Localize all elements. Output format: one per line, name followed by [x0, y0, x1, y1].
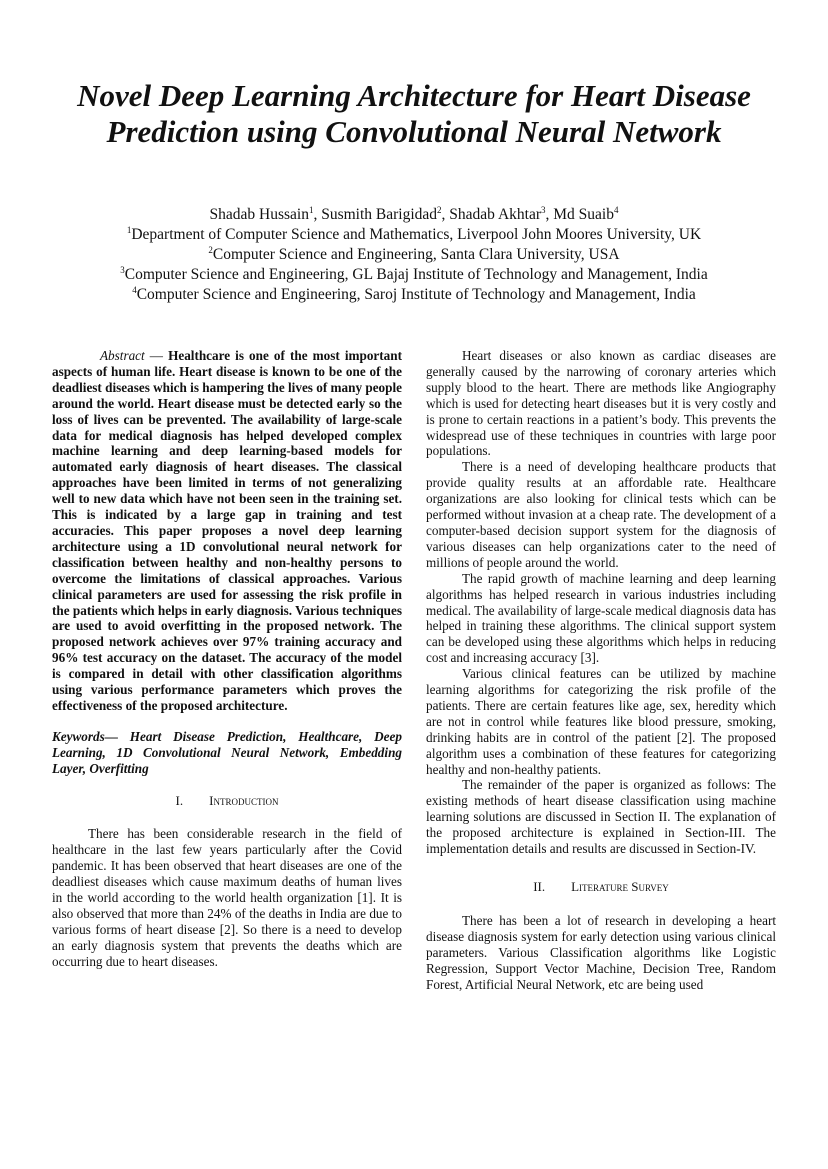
body-paragraph: There has been a lot of research in developing a heart disease diagnosis system for early detection using various clinical parameters. Various Classification algorithms like Logistic Regression, Support Vector Machine, Decision Tree, Random Forest, Artificial Neural Network, etc are being used: [426, 912, 776, 992]
author-sup: 3: [541, 204, 546, 215]
body-paragraph: Heart diseases or also known as cardiac diseases are generally caused by the narrowing of coronary arteries which supply blood to the heart. There are methods like Angiography which is used for detecting heart diseases but it is very costly and is prone to certain reactions in a patient’s body. This prevents the widespread use of these techniques in countries with large poor populations.: [426, 348, 776, 459]
body-paragraph: The rapid growth of machine learning and deep learning algorithms has helped research in various industries including medical. The availability of large-scale medical diagnosis data has helped in training these algorithms. The clinical support system can be developed using these algorithms which helps in reducing cost and increasing accuracy [3].: [426, 570, 776, 666]
body-paragraph: The remainder of the paper is organized as follows: The existing methods of heart disease classification using machine learning solutions are discussed in Section II. The explanation of the proposed architecture is explained in Section-III. The implementation details and results are discussed in Section-IV.: [426, 777, 776, 857]
affiliation-text: Computer Science and Engineering, Santa Clara University, USA: [212, 246, 620, 263]
section-number: II.: [533, 879, 546, 894]
affiliation: [40, 265, 788, 285]
keywords: Keywords— Heart Disease Prediction, Healthcare, Deep Learning, 1D Convolutional Neural Network, Embedding Layer, Overfitting: [52, 728, 402, 776]
author-sup: 2: [437, 204, 442, 215]
affiliation-text: Computer Science and Engineering, GL Bajaj Institute of Technology and Management, India: [124, 266, 708, 283]
section-title: Literature Survey: [571, 879, 669, 894]
affiliation-sup: 1: [126, 224, 132, 235]
author-name: Shadab Hussain: [209, 206, 309, 223]
section-title: Introduction: [209, 792, 279, 808]
affiliation-sup: 3: [120, 264, 125, 275]
affiliation-sup: 2: [208, 244, 213, 255]
abstract: [52, 348, 402, 714]
affiliation-sup: 4: [132, 284, 137, 295]
affiliation: [40, 245, 788, 265]
paper-title: Novel Deep Learning Architecture for Heart Disease Prediction using Convolutional Neural Network: [77, 78, 751, 149]
affiliation: [40, 285, 788, 305]
body-paragraph: There has been considerable research in the field of healthcare in the last few years particularly after the Covid pandemic. It has been observed that heart diseases are one of the deadliest diseases which cause maximum deaths of human lives in the world according to the world health organization [1]. It is also observed that more than 24% of the deaths in India are due to various forms of heart disease [2]. So there is a need to develop an early diagnosis system that prevents the deaths which are occurring due to heart diseases.: [52, 826, 402, 969]
body-paragraph: Various clinical features can be utilized by machine learning algorithms for categorizing the risk profile of the patients. There are certain features like age, sex, heredity which are not in control while features like blood pressure, smoking, drinking habits are in control of the patient [2]. The proposed algorithm uses a combination of these features for categorizing healthy and non-healthy patients.: [426, 666, 776, 777]
affiliation-text: Computer Science and Engineering, Saroj Institute of Technology and Management, India: [136, 286, 696, 303]
abstract-dash: —: [144, 348, 169, 363]
body-paragraph: There is a need of developing healthcare products that provide quality results at an affordable rate. Healthcare organizations are also looking for clinical tests which can be performed without invasion at a cheap rate. The development of a computer-based decision support system for the diagnosis of various diseases can help organizations cater to the need of millions of people around the world.: [426, 459, 776, 570]
section-heading-introduction: [52, 793, 402, 810]
affiliation: [40, 225, 788, 245]
author-list: Shadab Hussain$^1$, Susmith Barigidad$^2$, Shadab Akhtar$^3$, Md Suaib$^4$: [209, 204, 619, 223]
author-name: Shadab Akhtar: [449, 206, 541, 223]
author-name: Md Suaib: [553, 206, 614, 223]
left-column: [52, 348, 402, 970]
affiliation-text: Department of Computer Science and Mathematics, Liverpool John Moores University, UK: [131, 226, 702, 243]
right-column: [426, 348, 776, 992]
author-name: Susmith Barigidad: [321, 206, 438, 223]
section-number: I.: [175, 792, 184, 808]
author-sup: 1: [308, 204, 314, 215]
author-sup: 4: [613, 204, 619, 215]
section-heading-literature-survey: [426, 879, 776, 896]
abstract-text: Healthcare is one of the most important aspects of human life. Heart disease is known to be one of the deadliest diseases which is hampering the lives of many people around the world. Heart disease must be detected early so the loss of lives can be prevented. The availability of large-scale data for medical diagnosis has helped developed complex machine learning and deep learning-based models for automated early diagnosis of heart diseases. The classical approaches have been limited in terms of not generalizing well to new data which have not been seen in the training set. This is indicated by a large gap in training and test accuracies. This paper proposes a novel deep learning architecture using a 1D convolutional neural network for classification between healthy and non-healthy persons to overcome the limitations of classical approaches. Various clinical parameters are used for assessing the risk profile in the patients which helps in early diagnosis. Various techniques are used to avoid overfitting in the proposed network. The proposed network achieves over 97% training accuracy and 96% test accuracy on the dataset. The accuracy of the model is compared in detail with other classification algorithms using various performance parameters which proves the effectiveness of the proposed architecture.: [52, 348, 403, 713]
author-block: [40, 205, 788, 305]
abstract-label: Abstract: [100, 348, 145, 363]
